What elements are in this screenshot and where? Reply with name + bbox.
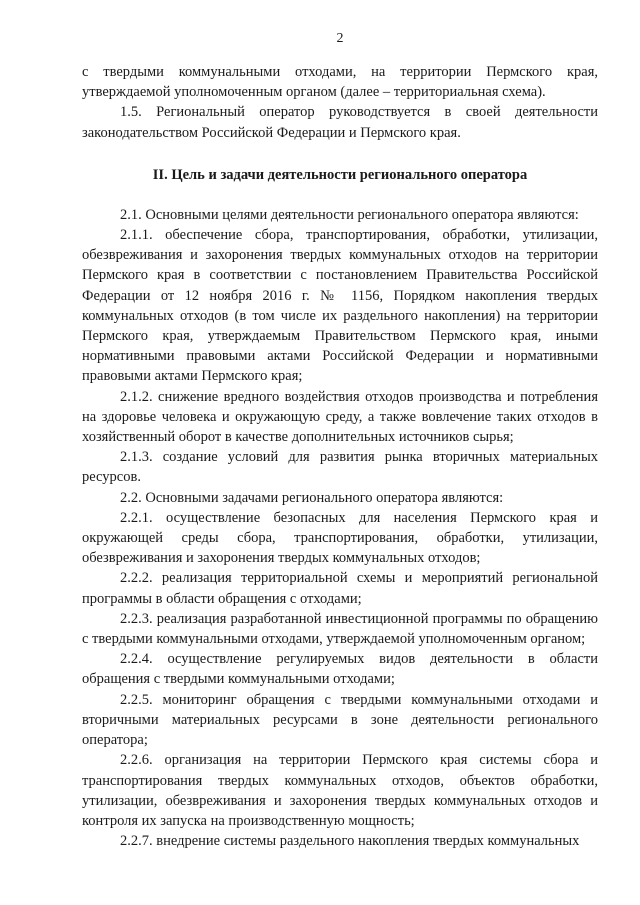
paragraph-2-2-4: 2.2.4. осуществление регулируемых видов деятельности в области обращения с твердыми коммунальными отходами; xyxy=(82,651,598,688)
section-heading: II. Цель и задачи деятельности регионального оператора xyxy=(152,166,528,183)
paragraph-2-2-1: 2.2.1. осуществление безопасных для населения Пермского края и окружающей среды сбора, транспортирования, обработки, утилизации, обезвреживания и захоронения твердых коммунальных отходов; xyxy=(82,509,598,567)
paragraph-2-2-6: 2.2.6. организация на территории Пермского края системы сбора и транспортирования твердых коммунальных отходов, объектов обработки, утилизации, обезвреживания и захоронения твердых коммунальных отходов и контроля их запуска на производственную мощность; xyxy=(82,752,598,829)
paragraph-2-1-3: 2.1.3. создание условий для развития рынка вторичных материальных ресурсов. xyxy=(82,449,598,486)
paragraph-2-2-3: 2.2.3. реализация разработанной инвестиционной программы по обращению с твердыми коммунальными отходами, утверждаемой уполномоченным органом; xyxy=(82,610,598,648)
paragraph-2-2-7: 2.2.7. внедрение системы раздельного накопления твердых коммунальных xyxy=(120,833,580,850)
paragraph-2-1: 2.1. Основными целями деятельности регионального оператора являются: xyxy=(120,206,579,223)
paragraph-2-1-1: 2.1.1. обеспечение сбора, транспортирования, обработки, утилизации, обезвреживания и захоронения твердых коммунальных отходов на территории Пермского края в соответствии с постановлением Правительства Российской Федерации от 12 ноября 2016 г. № 1156, Порядком накопления твердых коммунальных отходов (в том числе их раздельного накопления) на территории Пермского края, утверждаемым Правительством Пермского края, иными нормативными правовыми актами Российской Федерации и нормативными правовыми актами Пермского края; xyxy=(82,227,598,385)
page-number: 2 xyxy=(336,31,344,46)
paragraph-continuation: с твердыми коммунальными отходами, на территории Пермского края, утверждаемой уполномоченным органом (далее – территориальная схема). xyxy=(82,64,598,101)
paragraph-2-2: 2.2. Основными задачами регионального оператора являются: xyxy=(120,489,504,506)
paragraph-1-5: 1.5. Региональный оператор руководствуется в своей деятельности законодательством Российской Федерации и Пермского края. xyxy=(82,104,598,141)
paragraph-2-2-2: 2.2.2. реализация территориальной схемы и мероприятий региональной программы в области обращения с отходами; xyxy=(82,570,598,607)
paragraph-2-1-2: 2.1.2. снижение вредного воздействия отходов производства и потребления на здоровье человека и окружающую среду, а также вовлечение таких отходов в хозяйственный оборот в качестве дополнительных источников сырья; xyxy=(82,388,598,446)
paragraph-2-2-5: 2.2.5. мониторинг обращения с твердыми коммунальными отходами и вторичными материальных ресурсами в зоне деятельности регионального оператора; xyxy=(82,691,598,749)
document-page xyxy=(82,30,598,851)
